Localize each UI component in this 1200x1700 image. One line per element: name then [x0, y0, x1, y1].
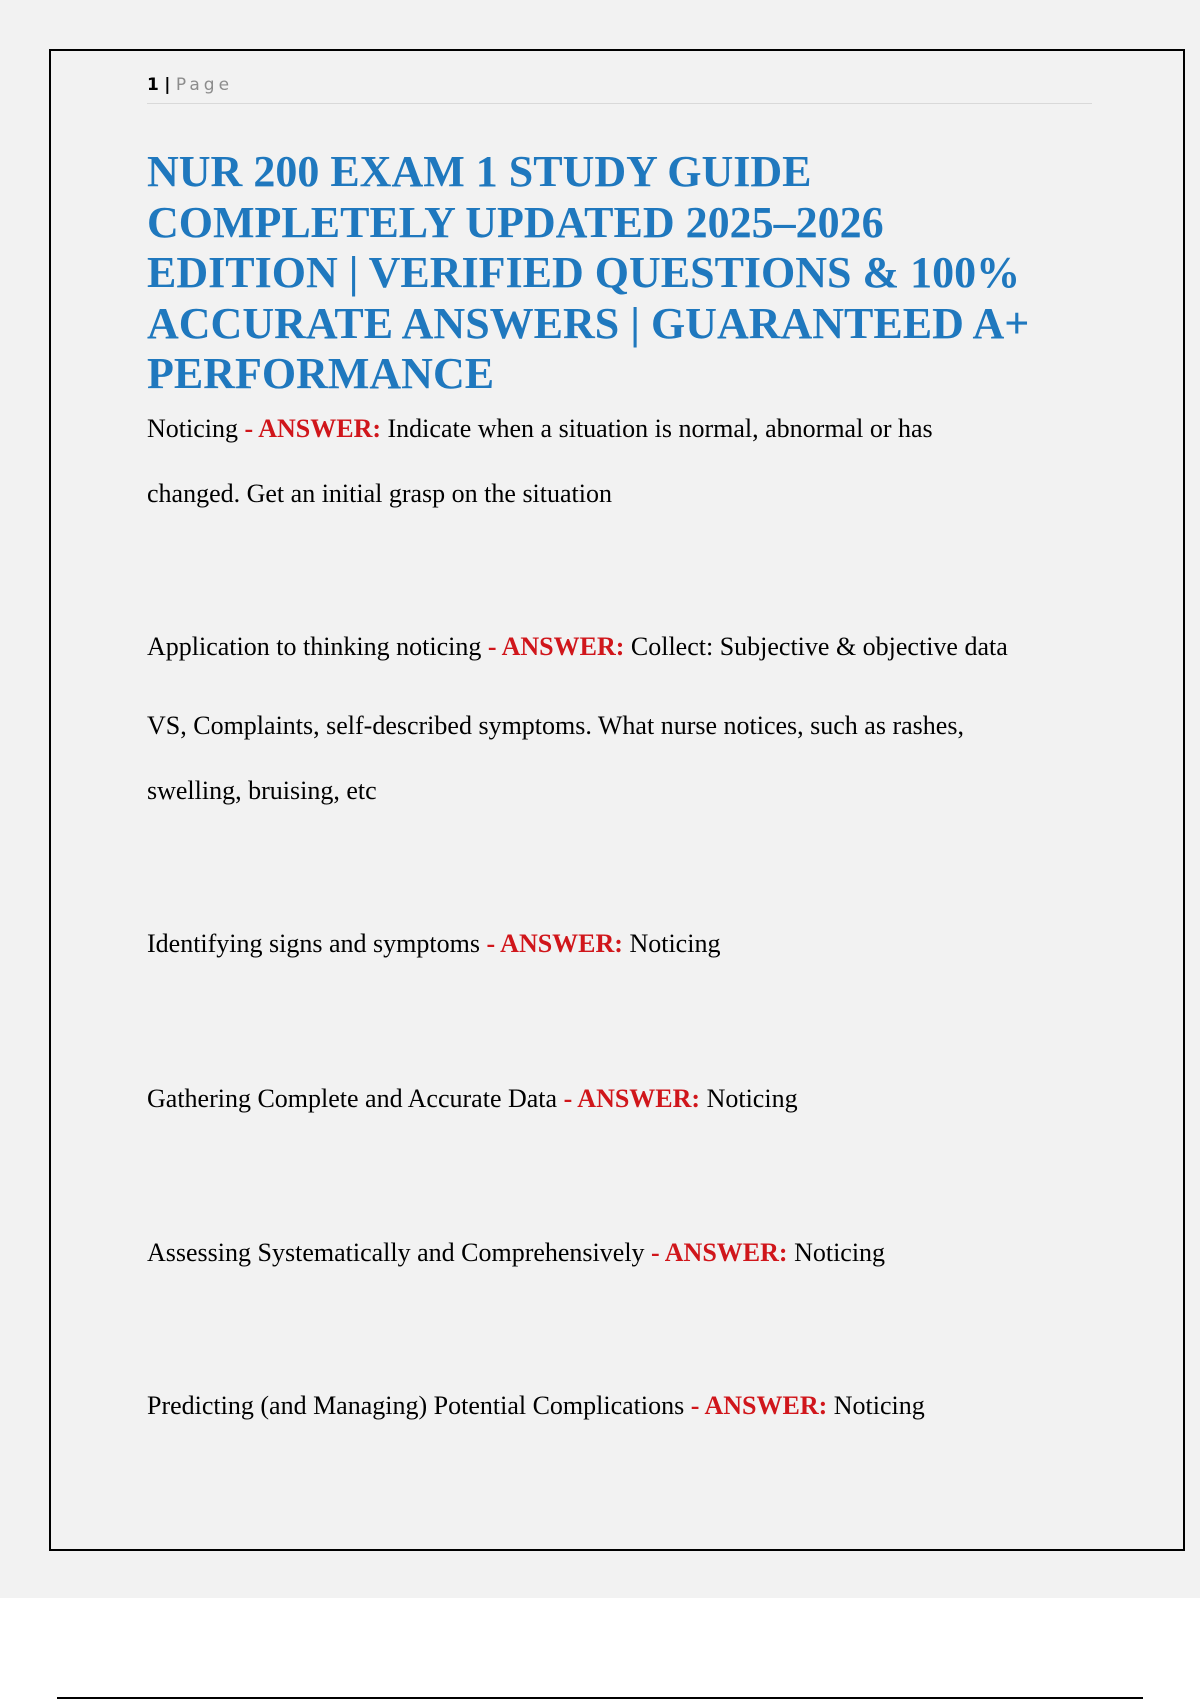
answer-label: - ANSWER: [563, 1084, 701, 1113]
page-label: Page [175, 75, 234, 95]
qa-item [147, 1240, 1137, 1266]
qa-item [147, 931, 1137, 957]
title-line: PERFORMANCE [147, 349, 495, 398]
answer-label: - ANSWER: [486, 929, 623, 958]
page-header [147, 73, 1092, 104]
qa-answer: Noticing [794, 1238, 886, 1267]
qa-term: Predicting (and Managing) Potential Complications [147, 1391, 685, 1420]
next-page-top-rule [57, 1697, 1143, 1699]
title-line: COMPLETELY UPDATED 2025–2026 [147, 197, 884, 247]
qa-term: Noticing [147, 414, 238, 443]
answer-label: - ANSWER: [651, 1238, 788, 1267]
page-number: 1 [147, 75, 159, 95]
document-title [147, 147, 1107, 400]
qa-term: Assessing Systematically and Comprehensively [147, 1238, 645, 1267]
page-separator: | [164, 75, 171, 95]
qa-answer: Indicate when a situation is normal, abnormal or has [387, 414, 933, 443]
qa-item [147, 634, 1137, 804]
title-line: NUR 200 EXAM 1 STUDY GUIDE [147, 147, 812, 196]
title-line: ACCURATE ANSWERS | GUARANTEED A+ [147, 298, 1030, 348]
qa-answer-continuation: VS, Complaints, self-described symptoms. What nurse notices, such as rashes, [147, 711, 964, 740]
qa-answer-continuation: swelling, bruising, etc [147, 776, 377, 805]
qa-answer: Noticing [706, 1084, 798, 1113]
qa-term: Application to thinking noticing [147, 632, 482, 661]
answer-label: - ANSWER: [244, 414, 382, 443]
qa-answer: Noticing [833, 1391, 925, 1420]
qa-term: Identifying signs and symptoms [147, 929, 480, 958]
document-page [49, 49, 1185, 1551]
qa-answer: Noticing [629, 929, 721, 958]
qa-answer: Collect: Subjective & objective data [630, 632, 1008, 661]
answer-label: - ANSWER: [487, 632, 625, 661]
qa-answer-continuation: changed. Get an initial grasp on the situation [147, 479, 612, 508]
qa-item [147, 1086, 1137, 1112]
title-line: EDITION | VERIFIED QUESTIONS & 100% [147, 248, 1021, 297]
answer-label: - ANSWER: [690, 1391, 828, 1420]
qa-item [147, 1393, 1137, 1419]
qa-term: Gathering Complete and Accurate Data [147, 1084, 558, 1113]
qa-item [147, 416, 1137, 507]
